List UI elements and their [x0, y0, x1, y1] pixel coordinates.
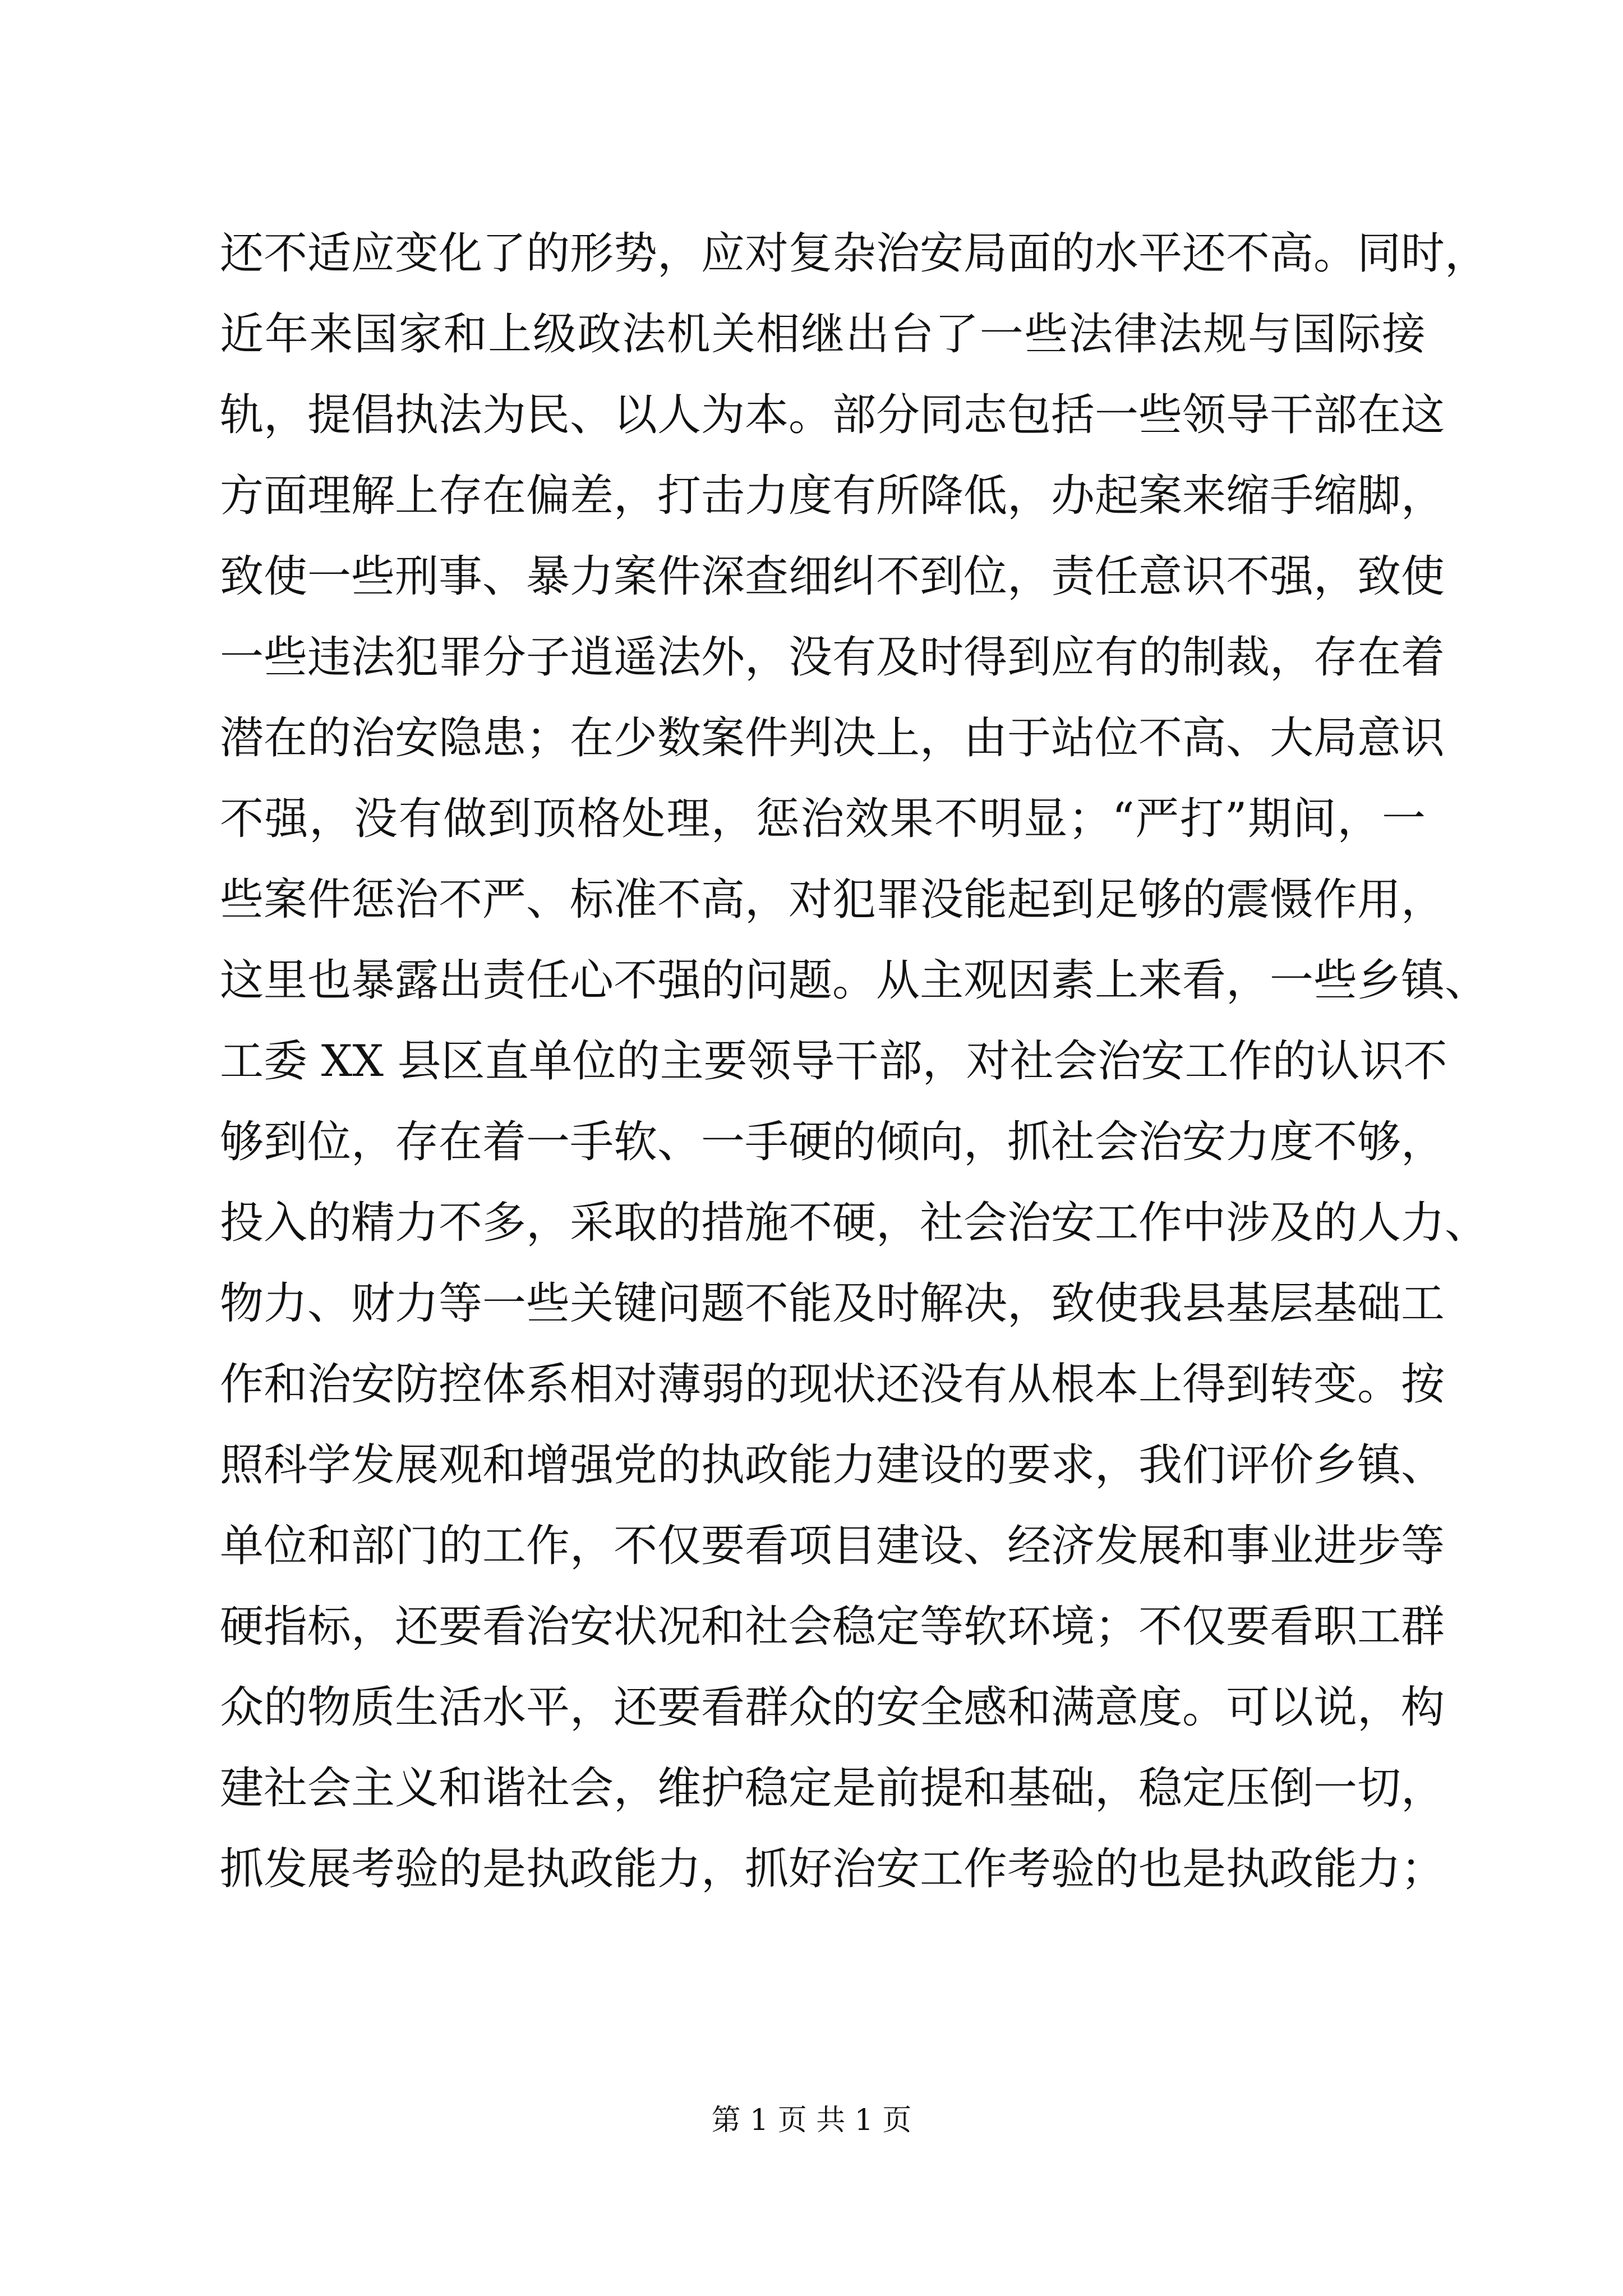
text-line: 众的物质生活水平，还要看群众的安全感和满意度。可以说，构	[220, 1682, 1445, 1733]
text-line: 一些违法犯罪分子逍遥法外，没有及时得到应有的制裁，存在着	[220, 632, 1445, 683]
text-line: 工委 XX 县区直单位的主要领导干部，对社会治安工作的认识不	[220, 1036, 1447, 1087]
text-line: 够到位，存在着一手软、一手硬的倾向，抓社会治安力度不够，	[220, 1117, 1445, 1167]
text-line: 投入的精力不多，采取的措施不硬，社会治安工作中涉及的人力、	[220, 1198, 1489, 1248]
text-line: 些案件惩治不严、标准不高，对犯罪没能起到足够的震慑作用，	[220, 875, 1445, 925]
text-line: 这里也暴露出责任心不强的问题。从主观因素上来看，一些乡镇、	[220, 955, 1489, 1006]
text-line: 潜在的治安隐患；在少数案件判决上，由于站位不高、大局意识	[220, 713, 1445, 763]
text-line: 建社会主义和谐社会，维护稳定是前提和基础，稳定压倒一切，	[220, 1763, 1445, 1814]
text-line: 近年来国家和上级政法机关相继出台了一些法律法规与国际接	[220, 309, 1426, 360]
text-line: 还不适应变化了的形势，应对复杂治安局面的水平还不高。同时，	[220, 228, 1489, 279]
text-line: 硬指标，还要看治安状况和社会稳定等软环境；不仅要看职工群	[220, 1602, 1445, 1652]
text-line: 单位和部门的工作，不仅要看项目建设、经济发展和事业进步等	[220, 1521, 1445, 1571]
page-number-label: 第 1 页 共 1 页	[711, 2104, 912, 2137]
text-line: 照科学发展观和增强党的执政能力建设的要求，我们评价乡镇、	[220, 1440, 1445, 1490]
text-line: 不强，没有做到顶格处理，惩治效果不明显；“严打”期间，一	[220, 794, 1426, 844]
text-line: 致使一些刑事、暴力案件深查细纠不到位，责任意识不强，致使	[220, 551, 1445, 602]
text-line: 物力、财力等一些关键问题不能及时解决，致使我县基层基础工	[220, 1278, 1445, 1329]
text-line: 方面理解上存在偏差，打击力度有所降低，办起案来缩手缩脚，	[220, 471, 1445, 521]
text-line: 抓发展考验的是执政能力，抓好治安工作考验的也是执政能力；	[220, 1844, 1445, 1894]
text-line: 作和治安防控体系相对薄弱的现状还没有从根本上得到转变。按	[220, 1359, 1445, 1410]
page-footer	[0, 2101, 1623, 2140]
document-body	[220, 213, 1489, 1910]
text-line: 轨，提倡执法为民、以人为本。部分同志包括一些领导干部在这	[220, 390, 1445, 440]
